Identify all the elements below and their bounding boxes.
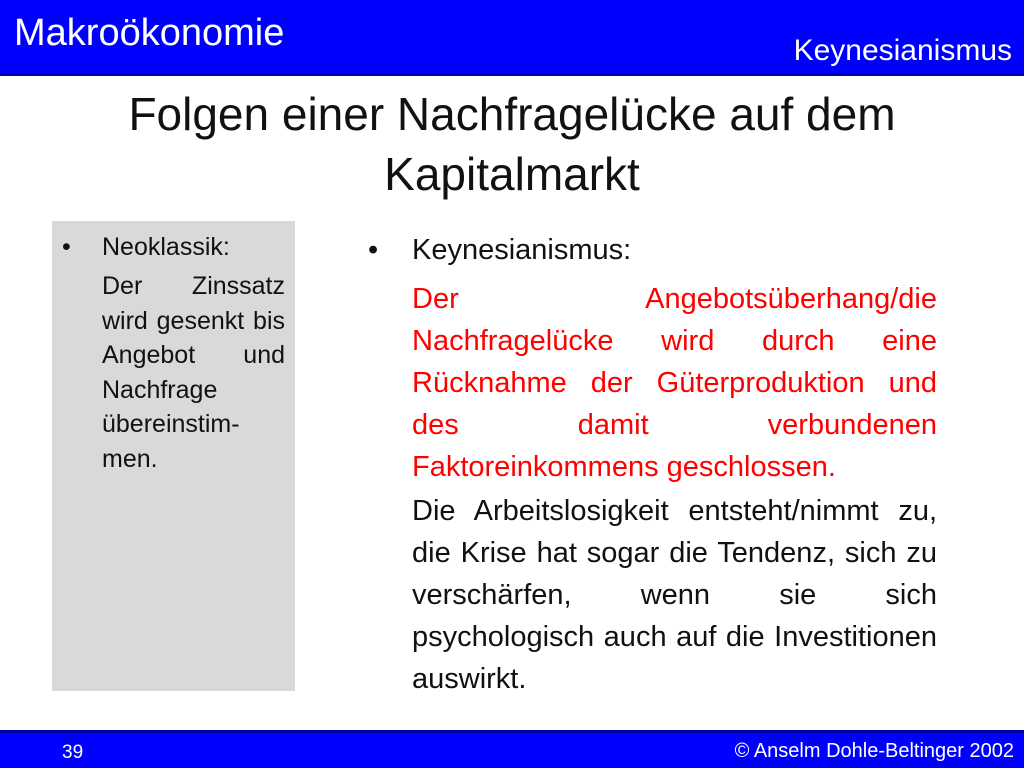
- neoklassik-bullet-row: [62, 232, 230, 262]
- keynesianismus-black-paragraph: Die Arbeitslosigkeit entsteht/nimmt zu, die Krise hat sogar die Tendenz, sich zu verschärfen, wenn sie sich psychologisch auch auf die Investitionen auswirkt.: [412, 495, 937, 695]
- neoklassik-panel: [52, 221, 295, 691]
- bullet-dot: •: [62, 233, 71, 261]
- bullet-dot: •: [368, 234, 379, 266]
- course-title: Makroökonomie: [14, 12, 285, 54]
- page-number: 39: [62, 742, 84, 763]
- keynesianismus-red-paragraph: Der Angebotsüberhang/die Nachfragelücke wird durch eine Rücknahme der Güterproduktion und des damit verbundenen Faktoreinkommens geschlossen.: [412, 283, 937, 483]
- keynesianismus-heading: Keynesianismus:: [412, 234, 632, 266]
- neoklassik-heading: Neoklassik:: [102, 233, 230, 261]
- keynesianismus-bullet-row: [368, 230, 631, 270]
- copyright-notice: © Anselm Dohle-Beltinger 2002: [734, 740, 1014, 762]
- chapter-label: Keynesianismus: [793, 34, 1012, 67]
- header-bar: [0, 0, 1024, 76]
- neoklassik-text: Der Zinssatz wird gesenkt bis Angebot und Nachfrage übereinstim-men.: [102, 272, 285, 473]
- slide-title: Folgen einer Nachfragelücke auf dem Kapitalmarkt: [128, 88, 896, 200]
- footer-bar: [0, 730, 1024, 768]
